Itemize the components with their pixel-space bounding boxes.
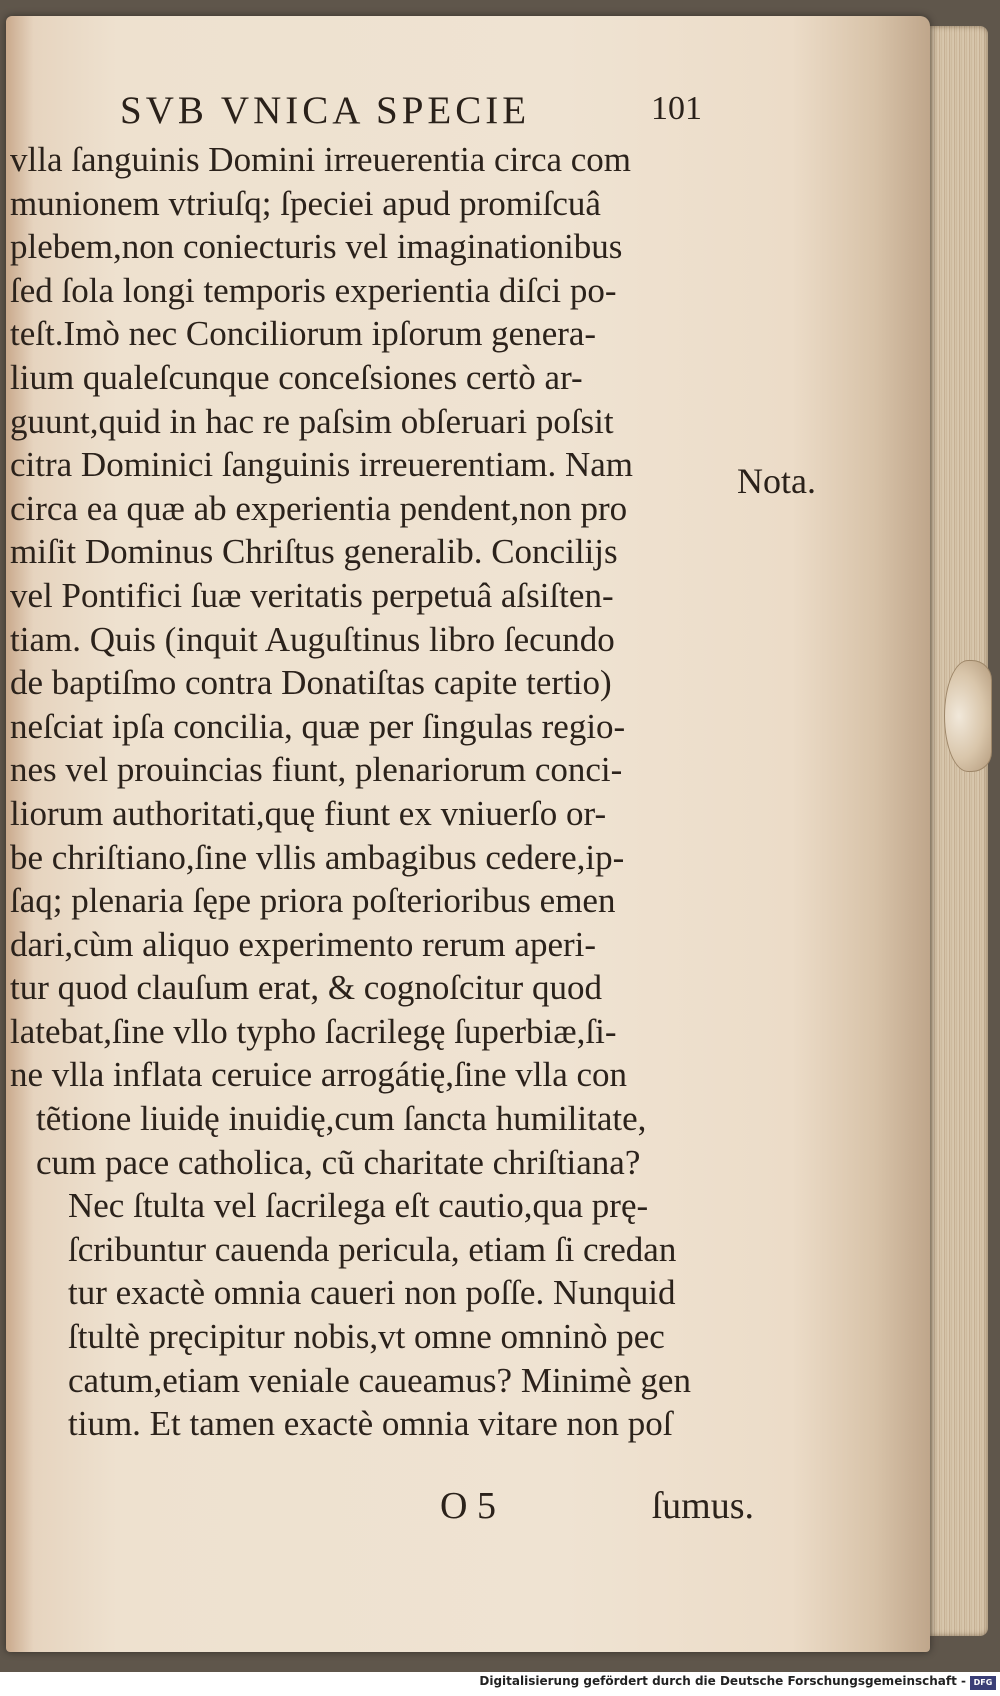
marginal-note: Nota. <box>737 461 816 501</box>
text-line: ſaq; plenaria ſępe priora poſterioribus emen <box>10 881 616 921</box>
text-line: de baptiſmo contra Donatiſtas capite tertio) <box>10 663 612 703</box>
text-line: miſit Dominus Chriſtus generalib. Concilijs <box>10 532 618 572</box>
text-line: tẽtione liuidę inuidię,cum ſancta humilitate, <box>36 1099 647 1139</box>
signature-catchword-line <box>440 1484 760 1534</box>
dfg-logo: DFG <box>970 1676 996 1690</box>
digitization-credit: Digitalisierung gefördert durch die Deutsche Forschungsgemeinschaft - <box>479 1674 966 1688</box>
catchword: ſumus. <box>651 1485 754 1527</box>
page-number: 101 <box>651 90 702 127</box>
text-line: citra Dominici ſanguinis irreuerentiam. Nam <box>10 445 633 485</box>
text-line: munionem vtriuſq; ſpeciei apud promiſcuâ <box>10 183 601 223</box>
page-fore-edge <box>930 26 988 1636</box>
text-line: be chriſtiano,ſine vllis ambagibus cedere,ip- <box>10 837 625 877</box>
running-head-title: SVB VNICA SPECIE <box>120 89 531 132</box>
running-head <box>120 88 710 138</box>
signature-mark: O 5 <box>440 1485 496 1527</box>
text-line: lium qualeſcunque conceſsiones certò ar- <box>10 357 583 397</box>
text-line: teſt.Imò nec Conciliorum ipſorum genera- <box>10 314 597 354</box>
text-line: dari,cùm aliquo experimento rerum aperi- <box>10 924 597 964</box>
text-line: ſcribuntur cauenda pericula, etiam ſi credan <box>68 1229 677 1269</box>
book-clasp <box>944 660 992 772</box>
text-line: ſed ſola longi temporis experientia diſci po- <box>10 270 617 310</box>
text-line: tur quod clauſum erat, & cognoſcitur quod <box>10 968 602 1008</box>
text-line: tur exactè omnia caueri non poſſe. Nunquid <box>68 1273 676 1313</box>
body-text <box>10 138 762 1446</box>
text-line: tium. Et tamen exactè omnia vitare non poſ <box>68 1404 673 1444</box>
text-line: liorum authoritati,quę fiunt ex vniuerſo or- <box>10 793 607 833</box>
text-line: plebem,non coniecturis vel imaginationibus <box>10 227 623 267</box>
text-line: cum pace catholica, cũ charitate chriſtiana? <box>36 1142 641 1182</box>
text-line: vel Pontifici ſuæ veritatis perpetuâ aſsiſten- <box>10 575 614 615</box>
paragraph-start-line: Nec ſtulta vel ſacrilega eſt cautio,qua prę- <box>68 1186 649 1226</box>
text-line: catum,etiam veniale caueamus? Minimè gen <box>68 1360 691 1400</box>
text-line: neſciat ipſa concilia, quæ per ſingulas regio- <box>10 706 626 746</box>
text-line: circa ea quæ ab experientia pendent,non pro <box>10 488 628 528</box>
text-line: tiam. Quis (inquit Auguſtinus libro ſecundo <box>10 619 615 659</box>
text-line: latebat,ſine vllo typho ſacrilegę ſuperbiæ,ſi- <box>10 1011 617 1051</box>
text-line: ne vlla inflata ceruice arrogátię,ſine vlla con <box>10 1055 628 1095</box>
text-line: ſtultè pręcipitur nobis,vt omne omninò pec <box>68 1317 665 1357</box>
text-line: nes vel prouincias fiunt, plenariorum conci- <box>10 750 623 790</box>
text-line: vlla ſanguinis Domini irreuerentia circa com <box>10 140 632 179</box>
text-line: guunt,quid in hac re paſsim obſeruari poſsit <box>10 401 614 441</box>
